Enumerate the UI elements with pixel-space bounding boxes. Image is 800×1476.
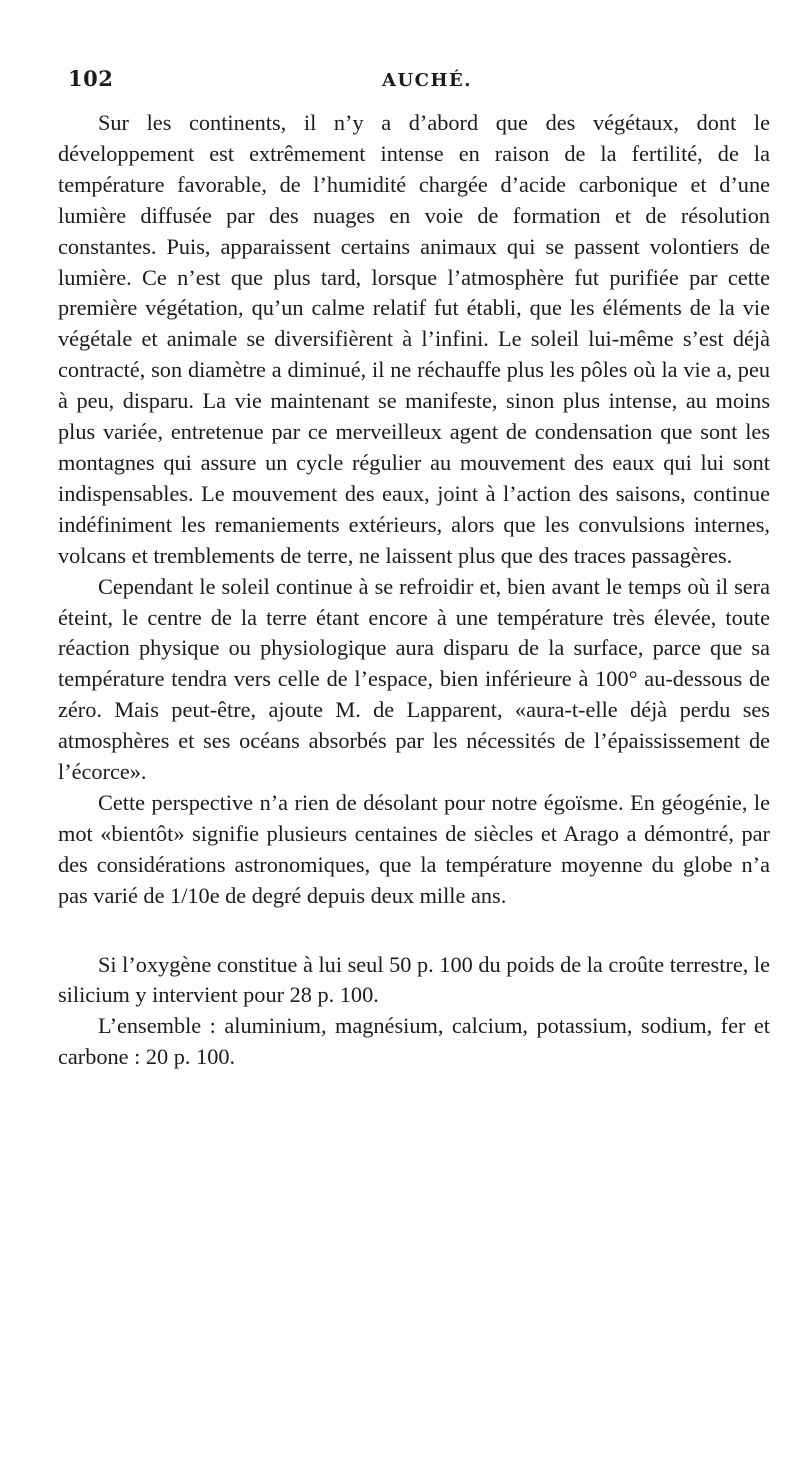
paragraph-ensemble: L’ensemble : aluminium, magnésium, calcium, potassium, sodium, fer et carbone : 20 p. 100. — [58, 1013, 770, 1070]
page-header — [68, 66, 768, 100]
paragraph-perspective: Cette perspective n’a rien de désolant pour notre égoïsme. En géogénie, le mot «bientôt» signifie plusieurs centaines de siècles et Arago a démontré, par des considérations astronomiques, que la température moyenne du globe n’a pas varié de 1/10e de degré depuis deux mille ans. — [58, 789, 770, 908]
paragraph-oxygene: Si l’oxygène constitue à lui seul 50 p. 100 du poids de la croûte terrestre, le silicium y intervient pour 28 p. 100. — [58, 951, 770, 1008]
running-head: AUCHÉ. — [382, 70, 472, 91]
body-text — [58, 108, 770, 1073]
paragraph-soleil: Cependant le soleil continue à se refroidir et, bien avant le temps où il sera éteint, le centre de la terre étant encore à une température très élevée, toute réaction physique ou physiologique aura disparu de la surface, parce que sa température tendra vers celle de l’espace, bien inférieure à 100° au-dessous de zéro. Mais peut-être, ajoute M. de Lapparent, «aura-t-elle déjà perdu ses atmosphères et ses océans absorbés par les nécessités de l’épaississement de l’écorce». — [58, 573, 770, 785]
paragraph-continents: Sur les continents, il n’y a d’abord que des végétaux, dont le développement est extrêmement intense en raison de la fertilité, de la température favorable, de l’humidité chargée d’acide carbonique et d’une lumière diffusée par des nuages en voie de formation et de résolution constantes. Puis, apparaissent certains animaux qui se passent volontiers de lumière. Ce n’est que plus tard, lorsque l’atmosphère fut purifiée par cette première végétation, qu’un calme relatif fut établi, que les éléments de la vie végétale et animale se diversifièrent à l’infini. Le soleil lui-même s’est déjà contracté, son diamètre a diminué, il ne réchauffe plus les pôles où la vie a, peu à peu, disparu. La vie maintenant se manifeste, sinon plus intense, au moins plus variée, entretenue par ce merveilleux agent de condensation que sont les montagnes qui assure un cycle régulier au mouvement des eaux qui lui sont indispensables. Le mouvement des eaux, joint à l’action des saisons, continue indéfiniment les remaniements extérieurs, alors que les convulsions internes, volcans et tremblements de terre, ne laissent plus que des traces passagères. — [58, 110, 770, 568]
page-number: 102 — [68, 66, 114, 91]
